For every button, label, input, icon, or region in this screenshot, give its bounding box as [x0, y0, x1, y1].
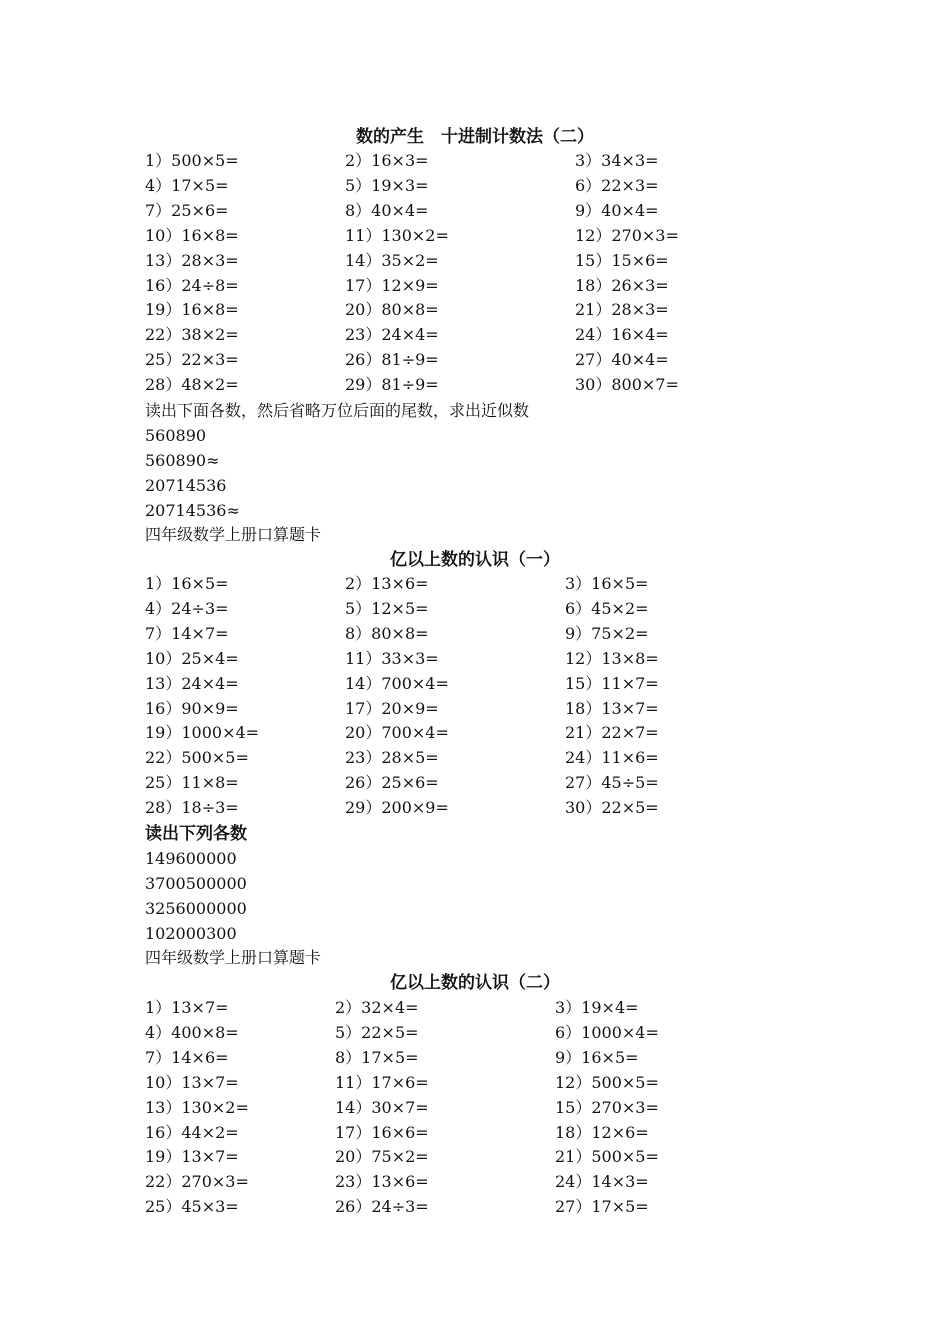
- problem-item: 27）40×4=: [575, 350, 669, 370]
- problem-item: 26）24÷3=: [335, 1197, 429, 1217]
- problem-item: 14）30×7=: [335, 1097, 429, 1117]
- problem-row: [0, 249, 950, 273]
- problem-item: 23）24×4=: [345, 325, 439, 345]
- problem-item: 8）80×8=: [345, 623, 429, 643]
- problem-item: 28）18÷3=: [145, 798, 239, 818]
- problem-item: 23）13×6=: [335, 1172, 429, 1192]
- problem-row: [0, 721, 950, 745]
- problem-item: 6）1000×4=: [555, 1022, 659, 1042]
- card-label-2: 四年级数学上册口算题卡: [145, 948, 322, 967]
- problem-row: [0, 149, 950, 173]
- problem-item: 3）16×5=: [565, 574, 649, 593]
- problem-item: 7）25×6=: [145, 200, 229, 220]
- problem-row: [0, 647, 950, 671]
- problem-item: 12）500×5=: [555, 1072, 659, 1092]
- problem-item: 13）24×4=: [145, 673, 239, 693]
- problem-item: 21）28×3=: [575, 300, 669, 320]
- card-label-1: 四年级数学上册口算题卡: [145, 525, 322, 544]
- problem-row: [0, 771, 950, 795]
- problem-item: 17）12×9=: [345, 275, 439, 295]
- problem-item: 27）17×5=: [555, 1197, 649, 1217]
- problem-row: [0, 224, 950, 248]
- problem-row: [0, 1071, 950, 1095]
- problem-item: 19）16×8=: [145, 300, 239, 320]
- problem-item: 7）14×6=: [145, 1047, 229, 1067]
- section2-number-3: 3256000000: [145, 899, 247, 918]
- problem-item: 25）22×3=: [145, 350, 239, 370]
- problem-item: 27）45÷5=: [565, 773, 659, 793]
- problem-item: 17）16×6=: [335, 1122, 429, 1142]
- problem-item: 5）22×5=: [335, 1022, 419, 1042]
- problem-item: 11）17×6=: [335, 1072, 429, 1092]
- problem-item: 21）22×7=: [565, 723, 659, 743]
- section2-number-4: 102000300: [145, 924, 237, 943]
- problem-item: 21）500×5=: [555, 1147, 659, 1167]
- problem-row: [0, 697, 950, 721]
- problem-item: 25）11×8=: [145, 773, 239, 793]
- section1-number-2: 560890≈: [145, 451, 220, 470]
- problem-row: [0, 1021, 950, 1045]
- problem-row: [0, 199, 950, 223]
- problem-item: 15）15×6=: [575, 250, 669, 270]
- problem-item: 4）17×5=: [145, 175, 229, 195]
- problem-item: 14）35×2=: [345, 250, 439, 270]
- problem-item: 9）16×5=: [555, 1047, 639, 1067]
- problem-item: 13）28×3=: [145, 250, 239, 270]
- problem-item: 12）270×3=: [575, 225, 679, 245]
- section1-number-4: 20714536≈: [145, 501, 240, 520]
- problem-item: 12）13×8=: [565, 648, 659, 668]
- problem-row: [0, 174, 950, 198]
- problem-item: 5）19×3=: [345, 175, 429, 195]
- problem-row: [0, 572, 950, 596]
- problem-item: 9）75×2=: [565, 623, 649, 643]
- problem-row: [0, 298, 950, 322]
- problem-item: 8）17×5=: [335, 1047, 419, 1067]
- problem-row: [0, 1170, 950, 1194]
- problem-row: [0, 796, 950, 820]
- problem-item: 26）81÷9=: [345, 350, 439, 370]
- problem-item: 4）400×8=: [145, 1022, 239, 1042]
- problem-item: 2）32×4=: [335, 998, 419, 1017]
- section1-title: 数的产生 十进制计数法（二）: [356, 127, 594, 147]
- problem-item: 19）13×7=: [145, 1147, 239, 1167]
- problem-item: 22）38×2=: [145, 325, 239, 345]
- problem-item: 20）80×8=: [345, 300, 439, 320]
- problem-item: 10）13×7=: [145, 1072, 239, 1092]
- problem-item: 5）12×5=: [345, 598, 429, 618]
- problem-item: 15）270×3=: [555, 1097, 659, 1117]
- section3-title: 亿以上数的认识（二）: [390, 973, 560, 993]
- problem-row: [0, 348, 950, 372]
- problem-item: 25）45×3=: [145, 1197, 239, 1217]
- problem-item: 10）16×8=: [145, 225, 239, 245]
- problem-item: 16）90×9=: [145, 698, 239, 718]
- problem-item: 3）19×4=: [555, 998, 639, 1017]
- section2-number-2: 3700500000: [145, 874, 247, 893]
- problem-row: [0, 373, 950, 397]
- problem-item: 16）24÷8=: [145, 275, 239, 295]
- problem-item: 23）28×5=: [345, 748, 439, 768]
- problem-item: 24）11×6=: [565, 748, 659, 768]
- problem-row: [0, 672, 950, 696]
- problem-item: 24）14×3=: [555, 1172, 649, 1192]
- problem-row: [0, 597, 950, 621]
- problem-item: 14）700×4=: [345, 673, 449, 693]
- problem-row: [0, 323, 950, 347]
- problem-item: 24）16×4=: [575, 325, 669, 345]
- problem-item: 11）130×2=: [345, 225, 449, 245]
- problem-item: 16）44×2=: [145, 1122, 239, 1142]
- problem-row: [0, 622, 950, 646]
- problem-item: 1）16×5=: [145, 574, 229, 593]
- problem-item: 18）13×7=: [565, 698, 659, 718]
- problem-row: [0, 1195, 950, 1219]
- section2-title: 亿以上数的认识（一）: [390, 550, 560, 570]
- problem-item: 3）34×3=: [575, 151, 659, 170]
- problem-item: 18）26×3=: [575, 275, 669, 295]
- problem-item: 7）14×7=: [145, 623, 229, 643]
- section2-number-1: 149600000: [145, 849, 237, 868]
- problem-row: [0, 1145, 950, 1169]
- problem-item: 20）700×4=: [345, 723, 449, 743]
- problem-row: [0, 1046, 950, 1070]
- problem-item: 13）130×2=: [145, 1097, 249, 1117]
- problem-item: 4）24÷3=: [145, 598, 229, 618]
- problem-item: 15）11×7=: [565, 673, 659, 693]
- problem-row: [0, 746, 950, 770]
- problem-item: 18）12×6=: [555, 1122, 649, 1142]
- problem-row: [0, 1096, 950, 1120]
- problem-item: 9）40×4=: [575, 200, 659, 220]
- problem-item: 22）270×3=: [145, 1172, 249, 1192]
- problem-row: [0, 1121, 950, 1145]
- problem-item: 17）20×9=: [345, 698, 439, 718]
- problem-item: 19）1000×4=: [145, 723, 260, 743]
- problem-item: 6）22×3=: [575, 175, 659, 195]
- problem-item: 1）500×5=: [145, 151, 239, 170]
- section2-instruction: 读出下列各数: [145, 824, 247, 844]
- problem-item: 20）75×2=: [335, 1147, 429, 1167]
- problem-item: 29）200×9=: [345, 798, 449, 818]
- problem-item: 30）800×7=: [575, 375, 679, 395]
- problem-item: 29）81÷9=: [345, 375, 439, 395]
- problem-item: 2）16×3=: [345, 151, 429, 170]
- section1-number-3: 20714536: [145, 476, 227, 495]
- problem-item: 26）25×6=: [345, 773, 439, 793]
- problem-item: 28）48×2=: [145, 375, 239, 395]
- problem-row: [0, 274, 950, 298]
- problem-item: 2）13×6=: [345, 574, 429, 593]
- problem-item: 8）40×4=: [345, 200, 429, 220]
- problem-item: 22）500×5=: [145, 748, 249, 768]
- problem-item: 11）33×3=: [345, 648, 439, 668]
- section1-instruction: 读出下面各数，然后省略万位后面的尾数，求出近似数: [145, 401, 530, 420]
- problem-item: 6）45×2=: [565, 598, 649, 618]
- problem-item: 1）13×7=: [145, 998, 229, 1017]
- section1-number-1: 560890: [145, 426, 207, 445]
- problem-item: 30）22×5=: [565, 798, 659, 818]
- problem-item: 10）25×4=: [145, 648, 239, 668]
- problem-row: [0, 996, 950, 1020]
